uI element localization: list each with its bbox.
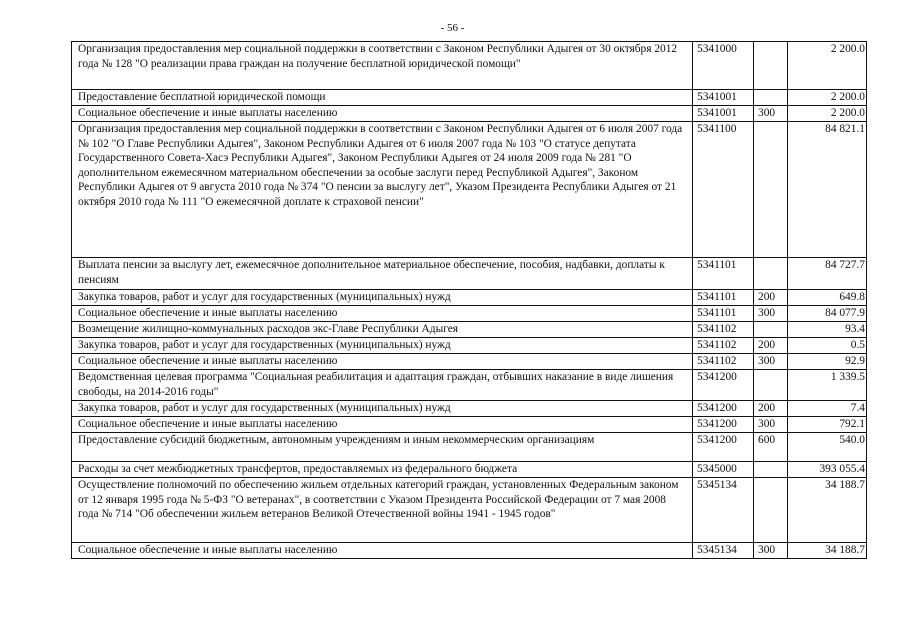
row-amount: 649.8 — [788, 290, 867, 306]
row-amount: 92.9 — [788, 354, 867, 370]
row-expense-type — [754, 42, 788, 90]
row-name: Закупка товаров, работ и услуг для государственных (муниципальных) нужд — [72, 401, 693, 417]
table-row — [72, 401, 867, 417]
row-name: Предоставление бесплатной юридической помощи — [72, 90, 693, 106]
row-amount: 84 077.9 — [788, 306, 867, 322]
row-expense-type: 300 — [754, 543, 788, 559]
row-expense-type: 600 — [754, 433, 788, 462]
row-expense-type — [754, 322, 788, 338]
row-name: Социальное обеспечение и иные выплаты населению — [72, 417, 693, 433]
row-expense-type: 200 — [754, 338, 788, 354]
row-name: Осуществление полномочий по обеспечению жильем отдельных категорий граждан, установленных Федеральным законом от 12 января 1995 года № 5-ФЗ "О ветеранах", в соответствии с Указом Президента Российской Федерации от 7 мая 2008 года № 714 "Об обеспечении жильем ветеранов Великой Отечественной войны 1941 - 1945 годов" — [72, 478, 693, 543]
row-name: Организация предоставления мер социальной поддержки в соответствии с Законом Республики Адыгея от 30 октября 2012 года № 128 "О реализации права граждан на получение бесплатной юридической помощи" — [72, 42, 693, 90]
row-expense-type — [754, 122, 788, 258]
row-name: Социальное обеспечение и иные выплаты населению — [72, 543, 693, 559]
table-row — [72, 290, 867, 306]
table-row — [72, 354, 867, 370]
table-row — [72, 322, 867, 338]
row-code: 5341200 — [693, 401, 754, 417]
table-row — [72, 122, 867, 258]
row-code: 5341101 — [693, 258, 754, 290]
row-code: 5341001 — [693, 90, 754, 106]
row-amount: 84 727.7 — [788, 258, 867, 290]
row-amount: 34 188.7 — [788, 478, 867, 543]
row-amount: 7.4 — [788, 401, 867, 417]
row-expense-type: 300 — [754, 417, 788, 433]
row-expense-type — [754, 370, 788, 401]
row-name: Социальное обеспечение и иные выплаты населению — [72, 354, 693, 370]
row-amount: 1 339.5 — [788, 370, 867, 401]
row-code: 5341101 — [693, 290, 754, 306]
table-row — [72, 433, 867, 462]
row-name: Возмещение жилищно-коммунальных расходов экс-Главе Республики Адыгея — [72, 322, 693, 338]
row-expense-type: 200 — [754, 290, 788, 306]
row-name: Социальное обеспечение и иные выплаты населению — [72, 306, 693, 322]
row-expense-type — [754, 258, 788, 290]
row-name: Расходы за счет межбюджетных трансфертов, предоставляемых из федерального бюджета — [72, 462, 693, 478]
row-name: Ведомственная целевая программа "Социальная реабилитация и адаптация граждан, отбывших наказание в виде лишения свободы, на 2014-2016 годы" — [72, 370, 693, 401]
row-code: 5341101 — [693, 306, 754, 322]
row-code: 5341001 — [693, 106, 754, 122]
table-row — [72, 42, 867, 90]
row-amount: 792.1 — [788, 417, 867, 433]
row-amount: 2 200.0 — [788, 90, 867, 106]
row-name: Закупка товаров, работ и услуг для государственных (муниципальных) нужд — [72, 290, 693, 306]
page-number: - 56 - — [440, 22, 465, 34]
row-code: 5345134 — [693, 478, 754, 543]
row-code: 5341200 — [693, 370, 754, 401]
row-name: Закупка товаров, работ и услуг для государственных (муниципальных) нужд — [72, 338, 693, 354]
table-row — [72, 370, 867, 401]
row-amount: 2 200.0 — [788, 106, 867, 122]
row-expense-type: 300 — [754, 354, 788, 370]
table-row — [72, 258, 867, 290]
row-name: Предоставление субсидий бюджетным, автономным учреждениям и иным некоммерческим организациям — [72, 433, 693, 462]
row-name: Организация предоставления мер социальной поддержки в соответствии с Законом Республики Адыгея от 6 июля 2007 года № 102 "О Главе Республики Адыгея", Законом Республики Адыгея от 6 июля 2007 года № 103 "О статусе депутата Государственного Совета-Хасэ Республики Адыгея", Законом Республики Адыгея от 24 июля 2009 года № 281 "О дополнительном ежемесячном материальном обеспечении за особые заслуги перед Республикой Адыгея", Законом Республики Адыгея от 9 августа 2010 года № 374 "О пенсии за выслугу лет", Указом Президента Республики Адыгея от 21 октября 2010 года № 111 "О ежемесячной доплате к страховой пенсии" — [72, 122, 693, 258]
table-row — [72, 543, 867, 559]
row-code: 5345134 — [693, 543, 754, 559]
table-row — [72, 106, 867, 122]
row-code: 5341100 — [693, 122, 754, 258]
table-row — [72, 338, 867, 354]
row-name: Выплата пенсии за выслугу лет, ежемесячное дополнительное материальное обеспечение, пособия, надбавки, доплаты к пенсиям — [72, 258, 693, 290]
row-amount: 34 188.7 — [788, 543, 867, 559]
row-code: 5341200 — [693, 433, 754, 462]
row-expense-type: 300 — [754, 306, 788, 322]
row-amount: 2 200.0 — [788, 42, 867, 90]
row-amount: 540.0 — [788, 433, 867, 462]
row-code: 5345000 — [693, 462, 754, 478]
row-amount: 0.5 — [788, 338, 867, 354]
budget-table — [71, 41, 867, 559]
row-expense-type — [754, 462, 788, 478]
row-code: 5341102 — [693, 354, 754, 370]
row-expense-type — [754, 478, 788, 543]
table-row — [72, 478, 867, 543]
table-row — [72, 90, 867, 106]
row-amount: 393 055.4 — [788, 462, 867, 478]
row-code: 5341102 — [693, 322, 754, 338]
table-row — [72, 306, 867, 322]
row-code: 5341200 — [693, 417, 754, 433]
row-code: 5341000 — [693, 42, 754, 90]
row-amount: 84 821.1 — [788, 122, 867, 258]
row-code: 5341102 — [693, 338, 754, 354]
row-expense-type: 200 — [754, 401, 788, 417]
row-expense-type — [754, 90, 788, 106]
row-amount: 93.4 — [788, 322, 867, 338]
table-row — [72, 417, 867, 433]
row-name: Социальное обеспечение и иные выплаты населению — [72, 106, 693, 122]
row-expense-type: 300 — [754, 106, 788, 122]
table-row — [72, 462, 867, 478]
